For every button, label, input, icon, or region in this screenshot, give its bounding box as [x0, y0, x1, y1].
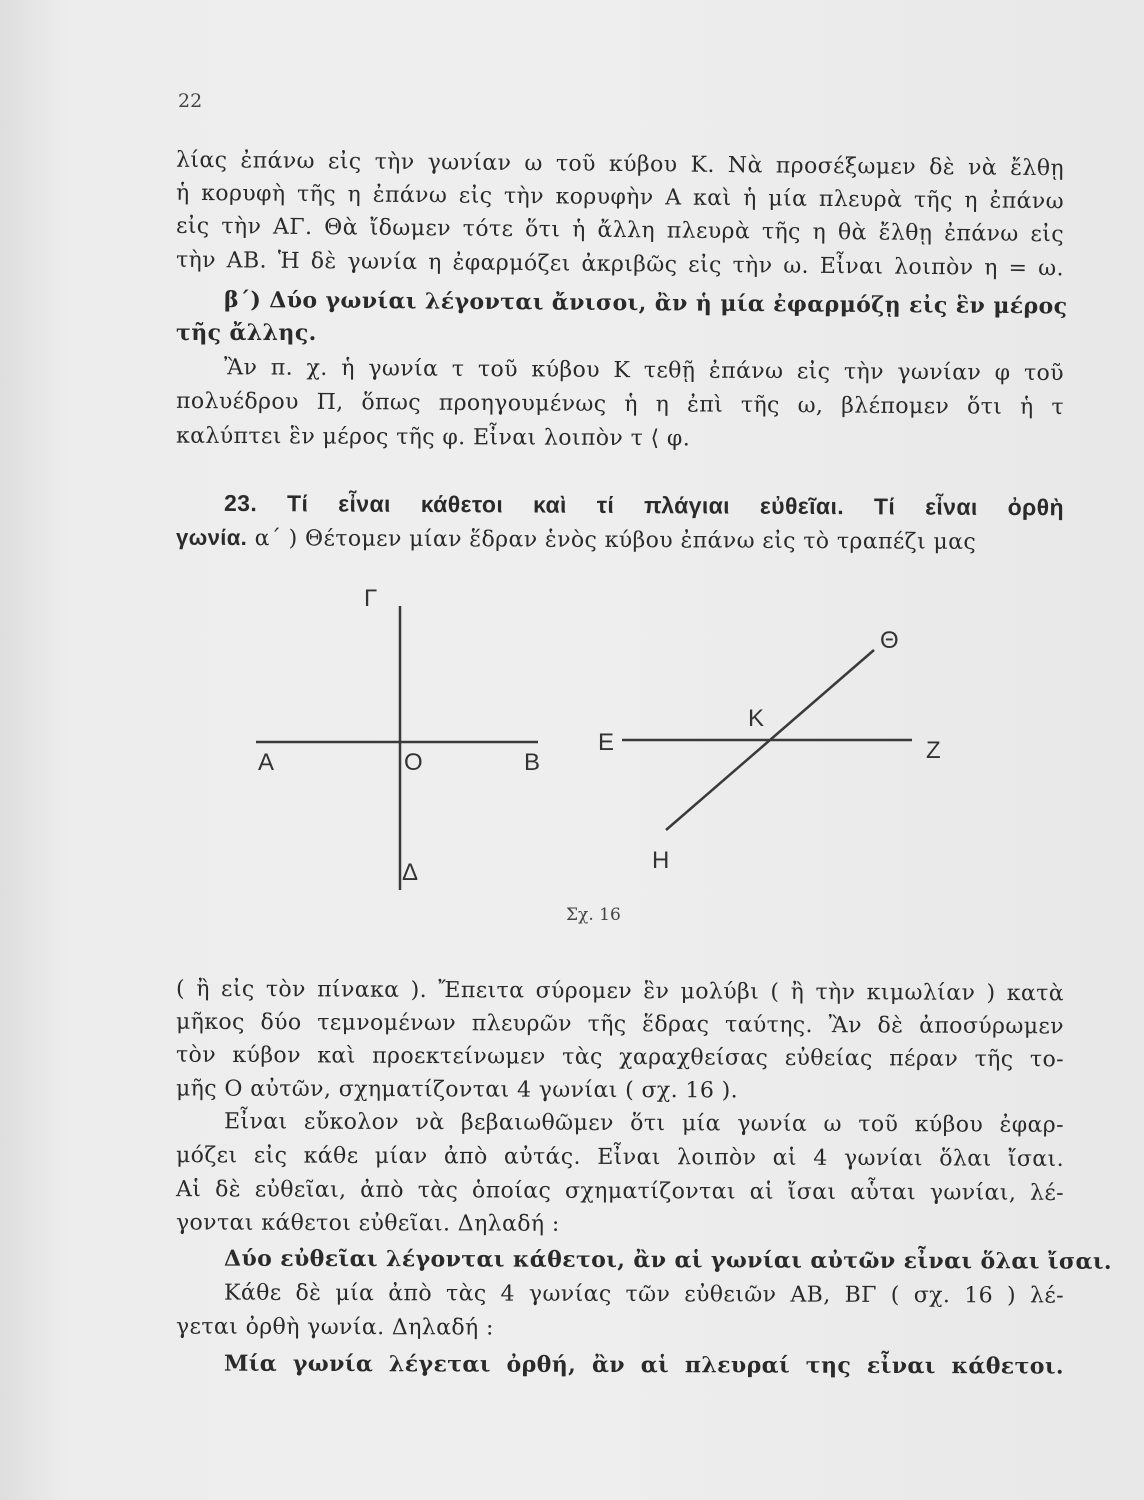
paragraph-line: μόζει εἰς κάθε μίαν ἀπὸ αὐτάς. Εἶναι λοιπὸν αἱ 4 γωνίαι ὅλαι ἴσαι.: [175, 1143, 1065, 1172]
label-zeta: Ζ: [926, 737, 941, 764]
label-omicron: Ο: [404, 749, 423, 776]
paragraph-line: Αἱ δὲ εὐθεῖαι, ἀπὸ τὰς ὁποίας σχηματίζονται αἱ ἴσαι αὗται γωνίαι, λέ-: [175, 1177, 1065, 1206]
text-line: τὴν ΑΒ. Ἡ δὲ γωνία η ἐφαρμόζει ἀκριβῶς εἰς τὴν ω. Εἶναι λοιπὸν η = ω.: [175, 247, 1065, 282]
subsection-beta-cont: τῆς ἄλλης.: [176, 320, 317, 346]
text-line: λίας ἐπάνω εἰς τὴν γωνίαν ω τοῦ κύβου Κ. Νὰ προσέξωμεν δὲ νὰ ἔλθῃ: [175, 147, 1065, 182]
paragraph-line: γεται ὀρθὴ γωνία. Δηλαδή :: [175, 1314, 494, 1341]
body-line: ( ἢ εἰς τὸν πίνακα ). Ἔπειτα σύρομεν ἓν μολύβι ( ἢ τὴν κιμωλίαν ) κατὰ: [175, 976, 1065, 1007]
definition-right-angle: Μία γωνία λέγεται ὀρθή, ἂν αἱ πλευραί της εἶναι κάθετοι.: [223, 1350, 1065, 1380]
body-line: τὸν κύβον καὶ προεκτείνωμεν τὰς χαραχθείσας εὐθείας πέραν τῆς το-: [175, 1042, 1065, 1073]
page-number: 22: [178, 90, 203, 112]
paragraph-line: γονται κάθετοι εὐθεῖαι. Δηλαδή :: [175, 1210, 560, 1237]
label-delta: Δ: [402, 859, 419, 886]
paragraph-line: Κάθε δὲ μία ἀπὸ τὰς 4 γωνίας τῶν εὐθειῶν ΑΒ, ΒΓ ( σχ. 16 ) λέ-: [223, 1280, 1065, 1309]
text-line: ἡ κορυφὴ τῆς η ἐπάνω εἰς τὴν κορυφὴν Α καὶ ἡ μία πλευρὰ τῆς η ἐπάνω: [175, 180, 1065, 215]
label-beta: Β: [524, 749, 541, 776]
label-alpha: Α: [258, 749, 275, 776]
section-first-line-rest: α΄ ) Θέτομεν μίαν ἕδραν ἑνὸς κύβου ἐπάνω εἰς τὸ τραπέζι μας: [254, 526, 977, 555]
example-line: καλύπτει ἓν μέρος τῆς φ. Εἶναι λοιπὸν τ ⟨ φ.: [175, 423, 691, 452]
subsection-beta: β΄) Δύο γωνίαι λέγονται ἄνισοι, ἂν ἡ μία ἐφαρμόζῃ εἰς ἓν μέρος: [223, 286, 1068, 320]
label-eta: Η: [652, 847, 670, 874]
label-epsilon: Ε: [598, 729, 615, 756]
definition-perpendicular: Δύο εὐθεῖαι λέγονται κάθετοι, ἂν αἱ γωνίαι αὐτῶν εἶναι ὅλαι ἴσαι.: [223, 1245, 1113, 1275]
label-theta: Θ: [880, 627, 899, 654]
figure-caption: Σχ. 16: [566, 905, 621, 925]
section-first-line: [176, 523, 1064, 559]
paragraph-line: Εἶναι εὔκολον νὰ βεβαιωθῶμεν ὅτι μία γωνία ω τοῦ κύβου ἐφαρ-: [223, 1109, 1065, 1138]
example-line: Ἂν π. χ. ἡ γωνία τ τοῦ κύβου Κ τεθῇ ἐπάνω εἰς τὴν γωνίαν φ τοῦ: [223, 355, 1065, 387]
figure-16: [240, 578, 960, 908]
label-gamma: Γ: [364, 585, 378, 612]
label-kappa: Κ: [748, 705, 765, 732]
body-line: μῆκος δύο τεμνομένων πλευρῶν τῆς ἕδρας ταύτης. Ἂν δὲ ἀποσύρωμεν: [175, 1009, 1065, 1040]
body-line: μῆς Ο αὐτῶν, σχηματίζονται 4 γωνίαι ( σχ. 16 ).: [175, 1076, 739, 1104]
text-line: εἰς τὴν ΑΓ. Θὰ ἴδωμεν τότε ὅτι ἡ ἄλλη πλευρὰ τῆς η θὰ ἔλθῃ ἐπάνω εἰς: [175, 213, 1065, 248]
section-heading-cont: γωνία.: [175, 524, 248, 551]
example-line: πολυέδρου Π, ὅπως προηγουμένως ἡ η ἐπὶ τῆς ω, βλέπομεν ὅτι ἡ τ: [175, 388, 1065, 421]
section-heading: 23. Τί εἶναι κάθετοι καὶ τί πλάγιαι εὐθεῖαι. Τί εἶναι ὀρθὴ: [223, 489, 1065, 521]
